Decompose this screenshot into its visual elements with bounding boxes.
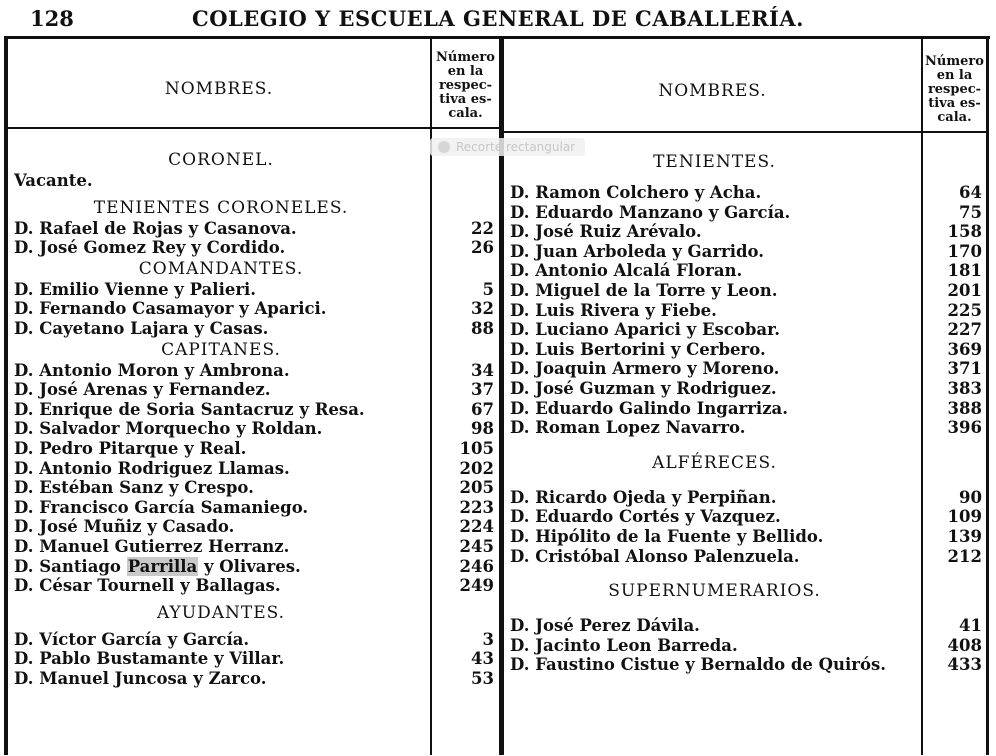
- left-number-header: Número en la respec- tiva es- cala.: [436, 50, 495, 121]
- table-row: D. Antonio Rodriguez Llamas. 202: [14, 458, 494, 478]
- table-row: D. José Muñiz y Casado. 224: [14, 517, 494, 537]
- section-ayudantes: AYUDANTES.: [156, 602, 286, 623]
- section-tenientes: TENIENTES.: [653, 152, 776, 172]
- table-row: D. José Perez Dávila. 41: [510, 616, 982, 636]
- table-row: D. Jacinto Leon Barreda. 408: [510, 635, 982, 655]
- table-row: D. César Tournell y Ballagas. 249: [14, 576, 494, 596]
- table-row: D. Antonio Alcalá Floran. 181: [510, 261, 982, 281]
- table-row: D. Fernando Casamayor y Aparici. 32: [14, 299, 494, 319]
- table-row: D. José Guzman y Rodriguez. 383: [510, 378, 982, 398]
- section-alfereces: ALFÉRECES.: [652, 452, 777, 473]
- right-border: [986, 39, 989, 755]
- table-row: D. Rafael de Rojas y Casanova. 22: [14, 218, 494, 238]
- table-row: D. Luis Rivera y Fiebe. 225: [510, 300, 982, 320]
- table-row: D. Joaquin Armero y Moreno. 371: [510, 359, 982, 379]
- table-row: D. Manuel Juncosa y Zarco. 53: [14, 668, 494, 688]
- table-row: D. Pablo Bustamante y Villar. 43: [14, 649, 494, 669]
- table-row: D. Luciano Aparici y Escobar. 227: [510, 320, 982, 340]
- section-comandantes: COMANDANTES.: [138, 258, 304, 279]
- right-number-header: Número en la respec- tiva es- cala.: [925, 54, 984, 125]
- table-row: D. Ricardo Ojeda y Perpiñan. 90: [510, 487, 982, 507]
- table-row: D. Ramon Colchero y Acha. 64: [510, 183, 982, 202]
- page-number: 128: [30, 6, 74, 31]
- table-row: D. Santiago Parrilla y Olivares. 246: [14, 556, 494, 576]
- table-row: D. Emilio Vienne y Palieri. 5: [14, 279, 494, 299]
- table-row: D. Eduardo Manzano y García. 75: [510, 202, 982, 222]
- right-header-rule: [504, 131, 989, 133]
- left-border: [4, 39, 8, 755]
- table-row: D. Enrique de Soria Santacruz y Resa. 67: [14, 399, 494, 419]
- right-panel: [508, 151, 986, 675]
- table-row: D. Faustino Cistue y Bernaldo de Quirós. 433: [510, 655, 982, 675]
- table-row: D. Cayetano Lajara y Casas. 88: [14, 318, 494, 338]
- table-row: D. Manuel Gutierrez Herranz. 245: [14, 536, 494, 556]
- section-tenientes-coroneles: TENIENTES CORONELES.: [93, 197, 349, 218]
- section-coronel: CORONEL.: [168, 150, 274, 170]
- list-item: Vacante.: [14, 171, 93, 190]
- table-row: D. Eduardo Cortés y Vazquez. 109: [510, 507, 982, 527]
- right-names-header: NOMBRES.: [658, 81, 767, 101]
- snip-tool-tooltip[interactable]: Recorte rectangular: [430, 138, 585, 156]
- table-row: D. Eduardo Galindo Ingarriza. 388: [510, 398, 982, 418]
- table-row: D. Hipólito de la Fuente y Bellido. 139: [510, 526, 982, 546]
- table-row: D. Cristóbal Alonso Palenzuela. 212: [510, 546, 982, 566]
- left-names-header: NOMBRES.: [164, 79, 274, 99]
- section-capitanes: CAPITANES.: [161, 339, 281, 360]
- table-row: D. Luis Bertorini y Cerbero. 369: [510, 339, 982, 359]
- scissors-icon: [438, 141, 450, 153]
- running-head: COLEGIO Y ESCUELA GENERAL DE CABALLERÍA.: [192, 6, 804, 31]
- table-row: D. Víctor García y García. 3: [14, 629, 494, 649]
- table-row: D. Francisco García Samaniego. 223: [14, 497, 494, 517]
- table-row: D. Roman Lopez Navarro. 396: [510, 418, 982, 438]
- table-row: D. Salvador Morquecho y Roldan. 98: [14, 419, 494, 439]
- table-row: D. Pedro Pitarque y Real. 105: [14, 438, 494, 458]
- table-row: D. Miguel de la Torre y Leon. 201: [510, 280, 982, 300]
- left-panel: [12, 149, 498, 688]
- section-supernumerarios: SUPERNUMERARIOS.: [608, 581, 821, 602]
- table-row: D. José Gomez Rey y Cordido. 26: [14, 238, 494, 258]
- left-header-rule: [4, 127, 499, 129]
- table-row: D. Estéban Sanz y Crespo. 205: [14, 478, 494, 498]
- table-row: D. Antonio Moron y Ambrona. 34: [14, 360, 494, 380]
- highlighted-word[interactable]: Parrilla: [127, 556, 198, 576]
- table-row: D. José Arenas y Fernandez. 37: [14, 380, 494, 400]
- table-row: D. Juan Arboleda y Garrido. 170: [510, 241, 982, 261]
- table-row: D. José Ruiz Arévalo. 158: [510, 222, 982, 242]
